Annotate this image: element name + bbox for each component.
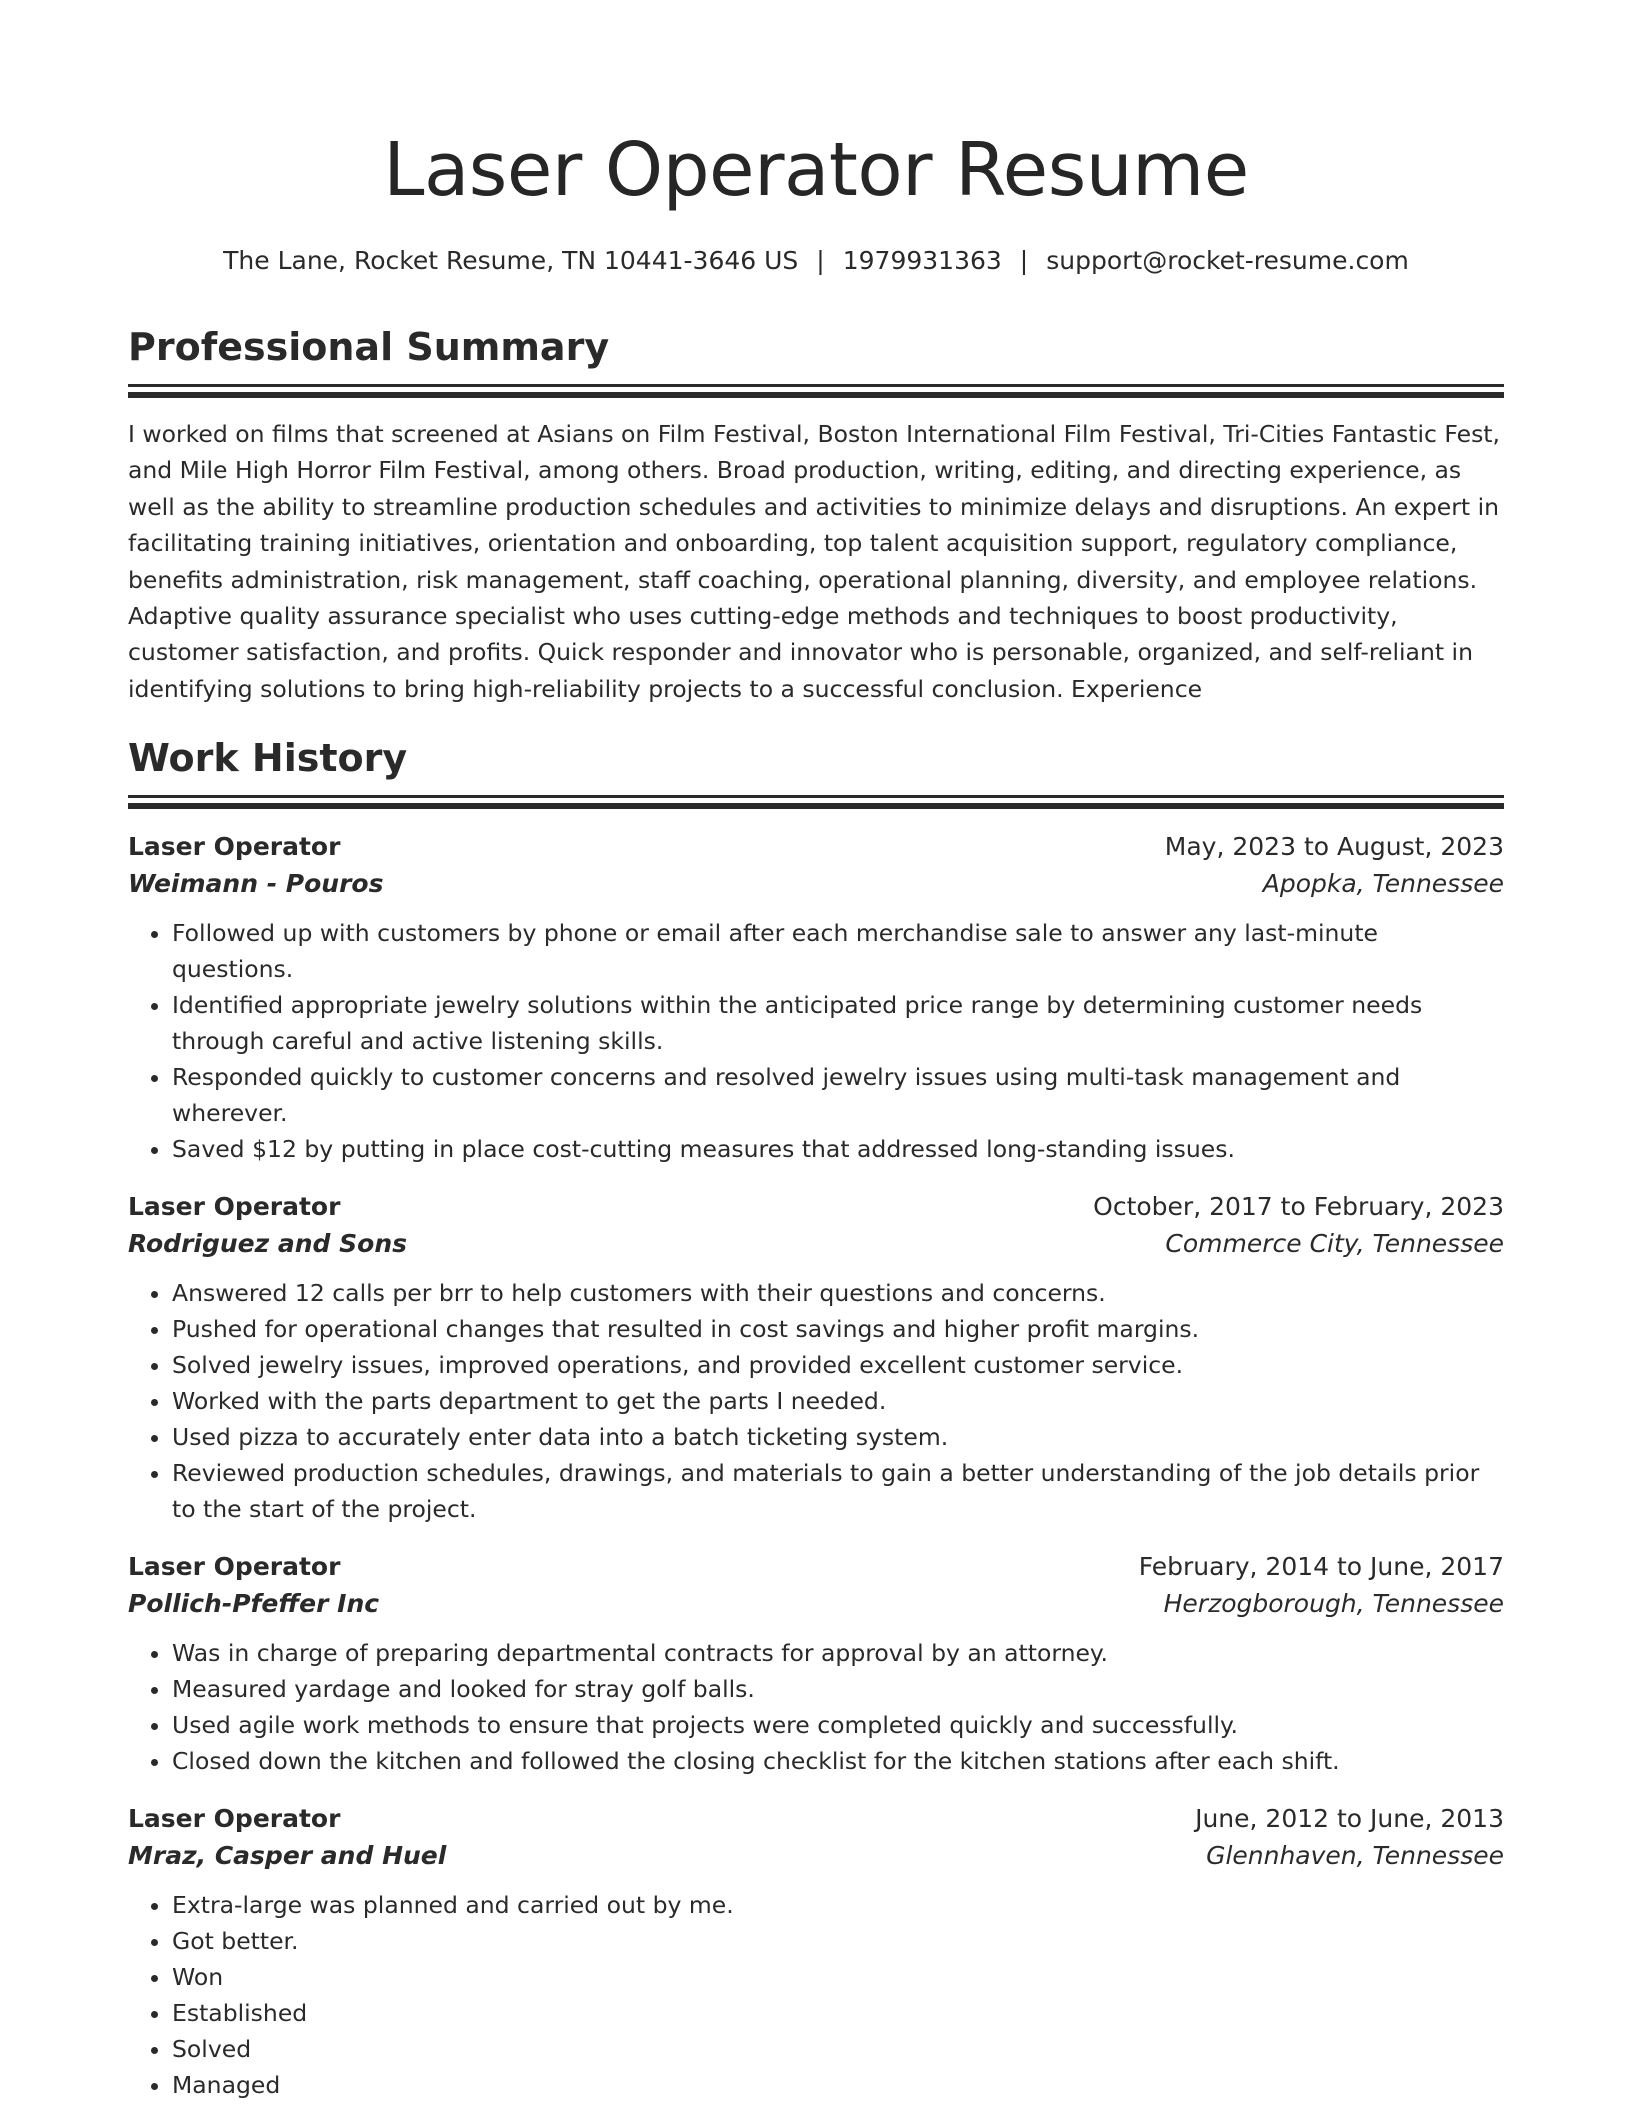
job-company: Weimann - Pouros [128, 869, 384, 899]
bullet-item: • Extra-large was planned and carried out by me. [172, 1887, 1504, 1923]
contact-email: support@rocket-resume.com [1046, 246, 1409, 275]
bullet-item: • Used agile work methods to ensure that projects were completed quickly and successfully. [172, 1707, 1504, 1743]
section-heading-summary: Professional Summary [128, 325, 610, 369]
job-company: Mraz, Casper and Huel [128, 1841, 447, 1871]
job-bullets [128, 915, 1504, 1167]
bullet-item: • Identified appropriate jewelry solutions within the anticipated price range by determining customer needs through careful and active listening skills. [172, 987, 1504, 1059]
section-divider-thick [128, 392, 1504, 398]
job-title: Laser Operator [128, 832, 341, 862]
contact-phone: 1979931363 [842, 246, 1002, 275]
bullet-item: • Solved jewelry issues, improved operations, and provided excellent customer service. [172, 1347, 1504, 1383]
job-entry [128, 1801, 1504, 2103]
resume-title: Laser Operator Resume [383, 127, 1249, 213]
job-bullets [128, 1275, 1504, 1527]
job-dates: February, 2014 to June, 2017 [1138, 1552, 1504, 1582]
bullet-item: • Used pizza to accurately enter data into a batch ticketing system. [172, 1419, 1504, 1455]
contact-separator: | [1019, 246, 1029, 275]
section-divider [128, 795, 1504, 798]
summary-text: I worked on films that screened at Asians on Film Festival, Boston International Film Festival, Tri-Cities Fantastic Fest, and Mile High Horror Film Festival, among others. Broad production, writing, editing, and directing experience, as well as the ability to streamline production schedules and activities to minimize delays and disruptions. An expert in facilitating training initiatives, orientation and onboarding, top talent acquisition support, regulatory compliance, benefits administration, risk management, staff coaching, operational planning, diversity, and employee relations. Adaptive quality assurance specialist who uses cutting-edge methods and techniques to boost productivity, customer satisfaction, and profits. Quick responder and innovator who is personable, organized, and self-reliant in identifying solutions to bring high-reliability projects to a successful conclusion. Experience [128, 420, 1500, 703]
section-divider [128, 384, 1504, 387]
job-entry [128, 1549, 1504, 1779]
section-divider-thick [128, 803, 1504, 809]
job-header-row [128, 1549, 1504, 1585]
job-bullets [128, 1635, 1504, 1779]
job-entry [128, 1189, 1504, 1527]
job-company-row [128, 865, 1504, 903]
job-header-row [128, 1189, 1504, 1225]
work-history-section [128, 733, 1504, 2103]
job-company: Rodriguez and Sons [128, 1229, 408, 1259]
bullet-item: • Won [172, 1959, 1504, 1995]
bullet-item: • Managed [172, 2067, 1504, 2103]
job-location: Glennhaven, Tennessee [1206, 1841, 1504, 1871]
bullet-item: • Worked with the parts department to get the parts I needed. [172, 1383, 1504, 1419]
bullet-item: • Closed down the kitchen and followed the closing checklist for the kitchen stations after each shift. [172, 1743, 1504, 1779]
bullet-item: • Solved [172, 2031, 1504, 2067]
section-heading-work: Work History [128, 736, 408, 781]
contact-separator: | [816, 246, 825, 275]
job-entry [128, 829, 1504, 1167]
job-bullets [128, 1887, 1504, 2103]
job-location: Commerce City, Tennessee [1165, 1229, 1504, 1259]
bullet-item: • Pushed for operational changes that resulted in cost savings and higher profit margins. [172, 1311, 1504, 1347]
bullet-item: • Got better. [172, 1923, 1504, 1959]
bullet-item: • Established [172, 1995, 1504, 2031]
job-company-row [128, 1225, 1504, 1263]
job-location: Herzogborough, Tennessee [1163, 1589, 1504, 1619]
job-company-row [128, 1837, 1504, 1875]
job-location: Apopka, Tennessee [1262, 869, 1504, 899]
bullet-item: • Reviewed production schedules, drawings, and materials to gain a better understanding of the job details prior to the start of the project. [172, 1455, 1504, 1527]
job-title: Laser Operator [128, 1192, 341, 1222]
bullet-item: • Followed up with customers by phone or email after each merchandise sale to answer any last-minute questions. [172, 915, 1504, 987]
job-header-row [128, 1801, 1504, 1837]
bullet-item: • Saved $12 by putting in place cost-cutting measures that addressed long-standing issues. [172, 1131, 1504, 1167]
jobs-list [128, 829, 1504, 2103]
job-company-row [128, 1585, 1504, 1623]
bullet-item: • Was in charge of preparing departmental contracts for approval by an attorney. [172, 1635, 1504, 1671]
job-dates: October, 2017 to February, 2023 [1093, 1192, 1504, 1222]
job-title: Laser Operator [128, 1804, 341, 1834]
job-dates: June, 2012 to June, 2013 [1195, 1804, 1504, 1834]
job-company: Pollich-Pfeffer Inc [128, 1589, 380, 1619]
bullet-item: • Responded quickly to customer concerns and resolved jewelry issues using multi-task management and wherever. [172, 1059, 1504, 1131]
bullet-item: • Answered 12 calls per brr to help customers with their questions and concerns. [172, 1275, 1504, 1311]
job-dates: May, 2023 to August, 2023 [1164, 832, 1504, 862]
job-title: Laser Operator [128, 1552, 341, 1582]
contact-line [128, 244, 1504, 278]
professional-summary-section [128, 322, 1504, 707]
contact-address: The Lane, Rocket Resume, TN 10441-3646 US [223, 246, 799, 275]
bullet-item: • Measured yardage and looked for stray golf balls. [172, 1671, 1504, 1707]
job-header-row [128, 829, 1504, 865]
